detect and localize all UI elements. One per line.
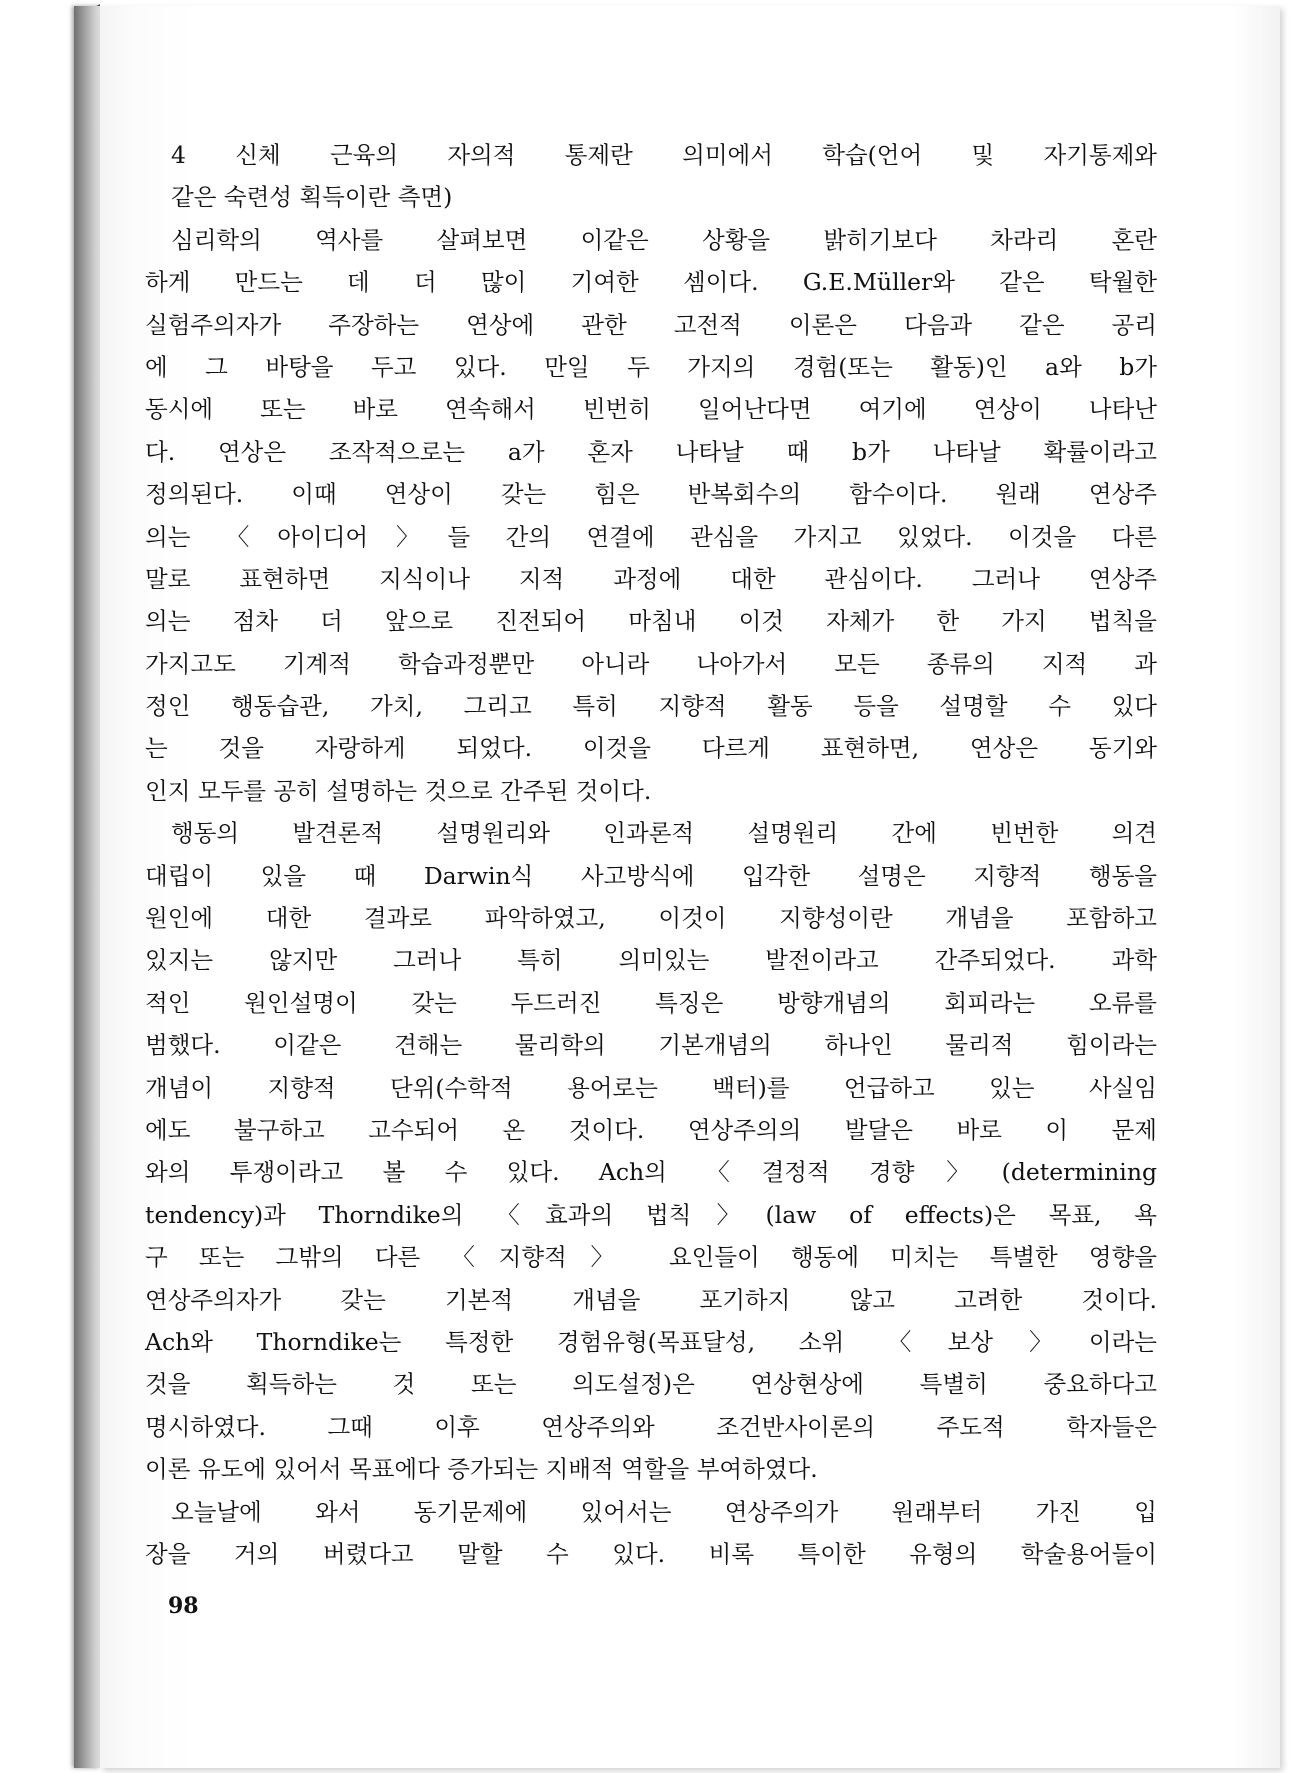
text-line: tendency)과 Thorndike의 〈효과의 법칙〉(law of effects)은 목표, 욕 [145,1200,1157,1229]
text-line: 것을 획득하는 것 또는 의도설정)은 연상현상에 특별히 중요하다고 [145,1370,1157,1399]
text-line: 적인 원인설명이 갖는 두드러진 특징은 방향개념의 회피라는 오류를 [145,988,1157,1017]
page-number: 98 [168,1593,199,1619]
body-text [145,134,1157,1575]
text-line: 대립이 있을 때 Darwin식 사고방식에 입각한 설명은 지향적 행동을 [145,861,1157,890]
text-line: 범했다. 이같은 견해는 물리학의 기본개념의 하나인 물리적 힘이라는 [145,1031,1157,1060]
text-line: 의는 〈아이디어〉들 간의 연결에 관심을 가지고 있었다. 이것을 다른 [145,522,1157,551]
text-line: 와의 투쟁이라고 볼 수 있다. Ach의 〈결정적 경향〉(determining [145,1158,1157,1187]
text-line: 장을 거의 버렸다고 말할 수 있다. 비록 특이한 유형의 학술용어들이 [145,1539,1157,1568]
text-line: 같은 숙련성 획득이란 측면) [171,183,453,212]
text-line: 가지고도 기계적 학습과정뿐만 아니라 나아가서 모든 종류의 지적 과 [145,649,1157,678]
text-line: 구 또는 그밖의 다른 〈지향적〉 요인들이 행동에 미치는 특별한 영향을 [145,1243,1157,1272]
text-line: 의는 점차 더 앞으로 진전되어 마침내 이것 자체가 한 가지 법칙을 [145,607,1157,636]
text-line: 실험주의자가 주장하는 연상에 관한 고전적 이론은 다음과 같은 공리 [145,310,1157,339]
text-line: 동시에 또는 바로 연속해서 빈번히 일어난다면 여기에 연상이 나타난 [145,395,1157,424]
text-line: 심리학의 역사를 살펴보면 이같은 상황을 밝히기보다 차라리 혼란 [171,225,1157,254]
text-line: 이론 유도에 있어서 목표에다 증가되는 지배적 역할을 부여하였다. [145,1455,818,1484]
text-line: 연상주의자가 갖는 기본적 개념을 포기하지 않고 고려한 것이다. [145,1285,1157,1314]
text-line: Ach와 Thorndike는 특정한 경험유형(목표달성, 소위 〈보상〉이라는 [145,1327,1157,1356]
text-line: 있지는 않지만 그러나 특히 의미있는 발전이라고 간주되었다. 과학 [145,946,1157,975]
text-line: 명시하였다. 그때 이후 연상주의와 조건반사이론의 주도적 학자들은 [145,1412,1157,1441]
text-line: 오늘날에 와서 동기문제에 있어서는 연상주의가 원래부터 가진 입 [171,1497,1157,1526]
text-line: 정인 행동습관, 가치, 그리고 특히 지향적 활동 등을 설명할 수 있다 [145,692,1157,721]
text-line: 4 신체 근육의 자의적 통제란 의미에서 학습(언어 및 자기통제와 [171,141,1157,169]
text-line: 개념이 지향적 단위(수학적 용어로는 백터)를 언급하고 있는 사실임 [145,1073,1157,1102]
text-line: 말로 표현하면 지식이나 지적 과정에 대한 관심이다. 그러나 연상주 [145,564,1157,593]
book-spine [74,6,100,1768]
text-line: 다. 연상은 조작적으로는 a가 혼자 나타날 때 b가 나타날 확률이라고 [145,437,1157,466]
text-line: 에 그 바탕을 두고 있다. 만일 두 가지의 경험(또는 활동)인 a와 b가 [145,352,1157,381]
text-line: 행동의 발견론적 설명원리와 인과론적 설명원리 간에 빈번한 의견 [171,819,1157,848]
text-line: 정의된다. 이때 연상이 갖는 힘은 반복회수의 함수이다. 원래 연상주 [145,480,1157,509]
text-line: 하게 만드는 데 더 많이 기여한 셈이다. G.E.Müller와 같은 탁월한 [145,268,1157,297]
text-line: 원인에 대한 결과로 파악하였고, 이것이 지향성이란 개념을 포함하고 [145,904,1157,933]
text-line: 에도 불구하고 고수되어 온 것이다. 연상주의의 발달은 바로 이 문제 [145,1115,1157,1144]
text-line: 인지 모두를 공히 설명하는 것으로 간주된 것이다. [145,776,652,805]
text-line: 는 것을 자랑하게 되었다. 이것을 다르게 표현하면, 연상은 동기와 [145,734,1157,763]
